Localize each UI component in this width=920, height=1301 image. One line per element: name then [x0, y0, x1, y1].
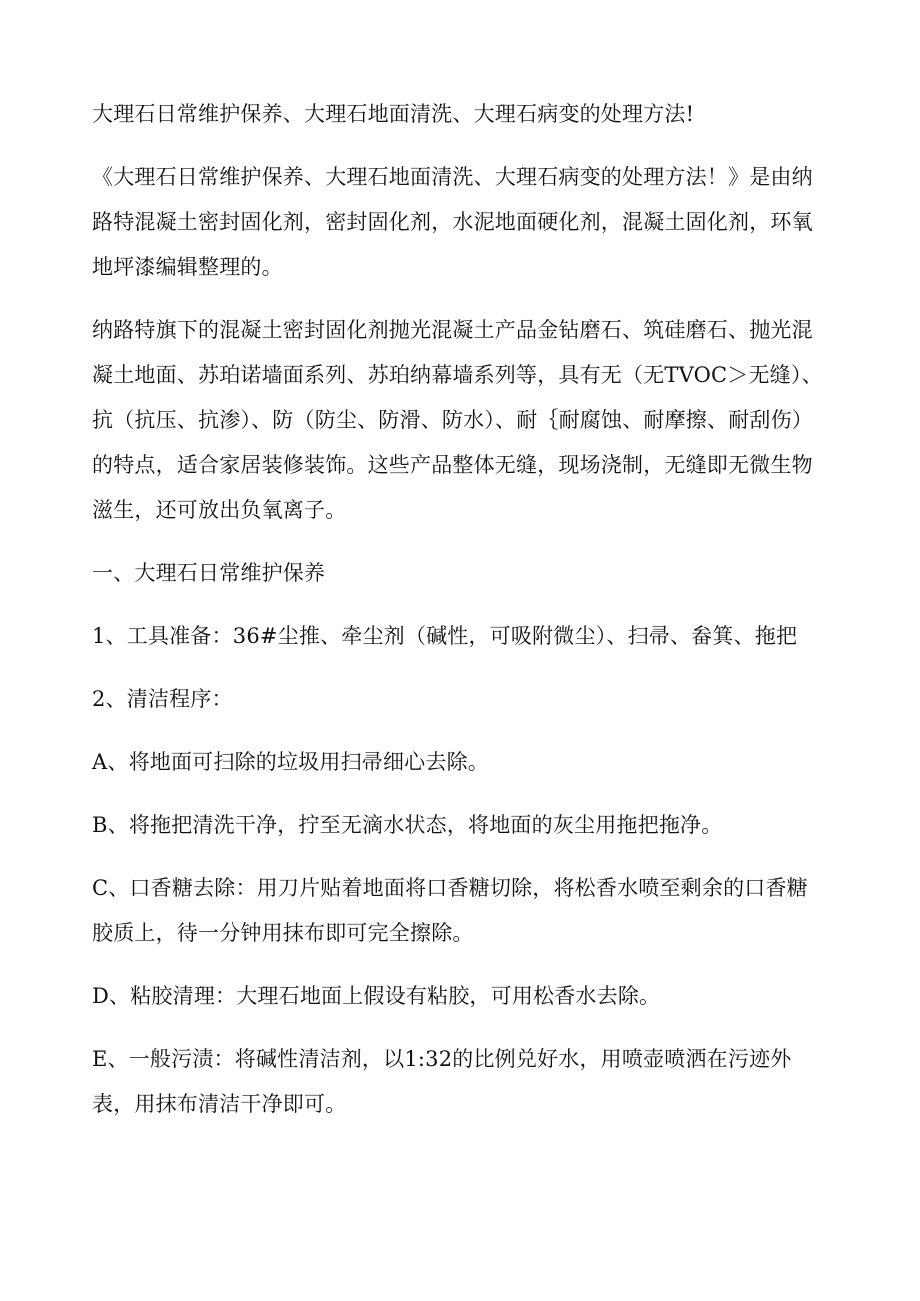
tools-preparation-item: 1、工具准备：36#尘推、牵尘剂（碱性，可吸附微尘）、扫帚、畚箕、拖把 — [92, 624, 798, 648]
document-body — [92, 92, 827, 1145]
section-heading-maintenance: 一、大理石日常维护保养 — [92, 561, 326, 585]
general-stain-step: E、一般污渍：将碱性清洁剂，以1:32的比例兑好水，用喷壶喷洒在污迹外表，用抹布清洁干净即可。 — [92, 1047, 792, 1116]
document-title: 大理石日常维护保养、大理石地面清洗、大理石病变的处理方法! — [92, 102, 695, 126]
products-paragraph: 纳路特旗下的混凝土密封固化剂抛光混凝土产品金钻磨石、筑硅磨石、抛光混凝土地面、苏珀诺墙面系列、苏珀纳幕墙系列等，具有无（无TVOC＞无缝）、抗（抗压、抗渗）、防（防尘、防滑、防水）、耐｛耐腐蚀、耐摩擦、耐刮伤）的特点，适合家居装修装饰。这些产品整体无缝，现场浇制，无缝即无微生物滋生，还可放出负氧离子。 — [92, 318, 823, 522]
cleaning-procedure-heading: 2、清洁程序： — [92, 687, 233, 711]
chewing-gum-removal-step: C、口香糖去除：用刀片贴着地面将口香糖切除，将松香水喷至剩余的口香糖胶质上，待一分钟用抹布即可完全擦除。 — [92, 876, 808, 945]
adhesive-cleaning-step: D、粘胶清理：大理石地面上假设有粘胶，可用松香水去除。 — [92, 984, 661, 1008]
cleaning-step-b: B、将拖把清洗干净，拧至无滴水状态，将地面的灰尘用拖把拖净。 — [92, 813, 723, 837]
intro-paragraph: 《大理石日常维护保养、大理石地面清洗、大理石病变的处理方法！》是由纳路特混凝土密封固化剂，密封固化剂，水泥地面硬化剂，混凝土固化剂，环氧地坪漆编辑整理的。 — [92, 165, 813, 279]
cleaning-step-a: A、将地面可扫除的垃圾用扫帚细心去除。 — [92, 750, 489, 774]
